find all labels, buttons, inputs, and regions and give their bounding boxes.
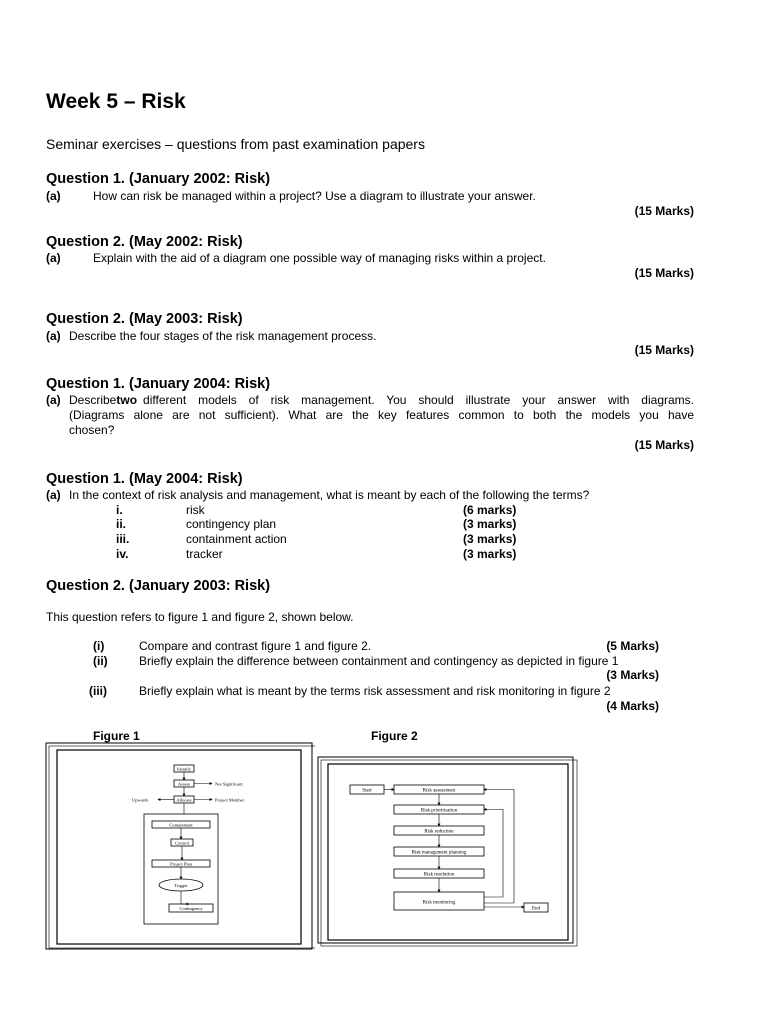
not-significant-label: Not Significant [215, 781, 243, 787]
q4-line3: chosen? [69, 423, 115, 437]
risk-prioritisation-label: Risk prioritisation [420, 808, 458, 814]
q2-label: (a) [46, 251, 61, 265]
q6-heading: Question 2. (January 2003: Risk) [46, 578, 271, 594]
identify-label: Identify [176, 766, 192, 772]
q4-heading: Question 1. (January 2004: Risk) [46, 376, 271, 392]
q5-item-term: tracker [186, 547, 223, 561]
q4-line2: (Diagrams alone are not sufficient). What are the key features common to both the models you have [69, 408, 694, 422]
q4-marks: (15 Marks) [634, 438, 694, 452]
q6-part-marks: (5 Marks) [606, 639, 659, 653]
q3-label: (a) [46, 329, 61, 343]
q1-marks: (15 Marks) [634, 204, 694, 218]
q1-heading: Question 1. (January 2002: Risk) [46, 171, 271, 187]
q5-item-term: contingency plan [186, 517, 277, 531]
risk-monitoring-label: Risk monitoring [422, 900, 456, 906]
q5-item-marks: (3 marks) [463, 517, 517, 531]
project-member-label: Project Member [215, 797, 245, 803]
q3-heading: Question 2. (May 2003: Risk) [46, 311, 243, 327]
containment-label: Containment [169, 822, 193, 828]
risk-reduction-label: Risk reduction [424, 829, 454, 835]
q6-part-num: (ii) [93, 654, 108, 668]
q2-marks: (15 Marks) [634, 266, 694, 280]
q4-line1 [69, 393, 694, 407]
q5-item-num: iii. [116, 532, 130, 546]
loop-to-assessment [484, 790, 514, 904]
q5-item-marks: (6 marks) [463, 503, 517, 517]
risk-resolution-label: Risk resolution [423, 872, 455, 878]
risk-assessment-label: Risk assessment [422, 788, 456, 794]
q4-post: different models of risk management. You should illustrate your answer with diagrams. [143, 393, 694, 407]
q5-label: (a) [46, 488, 61, 502]
q6-part-num: (iii) [89, 684, 107, 698]
q5-item-num: ii. [116, 517, 127, 531]
q2-heading: Question 2. (May 2002: Risk) [46, 234, 243, 250]
q4-bold-word: two [116, 393, 138, 407]
figure2-diagram [317, 756, 579, 948]
q6-part-num: (i) [93, 639, 105, 653]
q6-part-text: Briefly explain the difference between containment and contingency as depicted in figure 1 [139, 654, 619, 668]
assess-label: Assess [177, 781, 191, 787]
q6-part-marks: (3 Marks) [606, 668, 659, 682]
q3-text: Describe the four stages of the risk management process. [69, 329, 377, 343]
q5-item-num: i. [116, 503, 123, 517]
figure1-label: Figure 1 [93, 729, 140, 743]
q1-label: (a) [46, 189, 61, 203]
q6-part-marks: (4 Marks) [606, 699, 659, 713]
q3-marks: (15 Marks) [634, 343, 694, 357]
risk-management-planning-label: Risk management planning [411, 850, 467, 856]
q5-item-marks: (3 marks) [463, 547, 517, 561]
q4-pre: Describe [69, 393, 117, 407]
project-plan-label: Project Plan [170, 861, 192, 867]
figure1-diagram [45, 742, 315, 952]
contingency-label: Contingency [179, 906, 203, 911]
page-subtitle: Seminar exercises – questions from past examination papers [46, 136, 425, 152]
q5-heading: Question 1. (May 2004: Risk) [46, 471, 243, 487]
end-label: End [531, 906, 541, 912]
q5-item-num: iv. [116, 547, 129, 561]
allocate-label: Allocate [176, 797, 192, 803]
trigger-label: Trigger [174, 883, 188, 888]
page-title: Week 5 – Risk [46, 90, 186, 113]
q4-label: (a) [46, 393, 61, 407]
q6-part-text: Compare and contrast figure 1 and figure 2. [139, 639, 372, 653]
q5-text: In the context of risk analysis and management, what is meant by each of the following the terms? [69, 488, 590, 502]
q1-text: How can risk be managed within a project? Use a diagram to illustrate your answer. [93, 189, 536, 203]
q2-text: Explain with the aid of a diagram one possible way of managing risks within a project. [93, 251, 546, 265]
q6-intro: This question refers to figure 1 and figure 2, shown below. [46, 610, 354, 624]
figure2-label: Figure 2 [371, 729, 418, 743]
q5-item-term: risk [186, 503, 205, 517]
q5-item-marks: (3 marks) [463, 532, 517, 546]
q5-item-term: containment action [186, 532, 287, 546]
start-label: Start [362, 788, 372, 794]
control-label: Control [175, 840, 189, 846]
figure1-inner-frame [57, 750, 301, 944]
loop-to-prioritisation [484, 810, 503, 898]
upwards-label: Upwards [132, 797, 149, 803]
q6-part-text: Briefly explain what is meant by the terms risk assessment and risk monitoring in figure 2 [139, 684, 611, 698]
